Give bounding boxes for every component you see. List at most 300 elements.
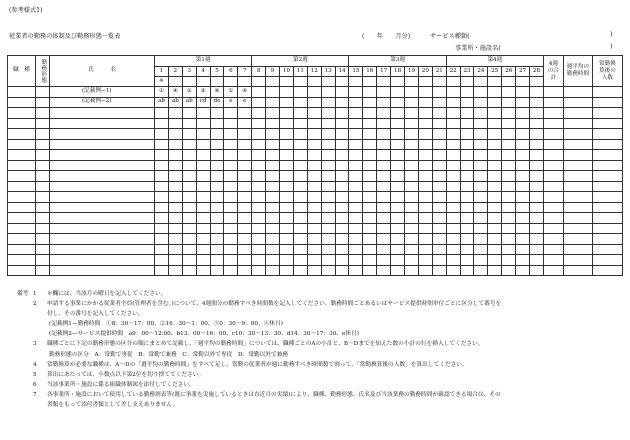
empty-cell[interactable] <box>446 202 460 213</box>
empty-cell[interactable] <box>210 171 224 182</box>
empty-cell[interactable] <box>377 244 391 255</box>
empty-cell[interactable] <box>543 171 563 182</box>
empty-cell[interactable] <box>446 139 460 150</box>
empty-cell[interactable] <box>563 223 592 234</box>
empty-cell[interactable] <box>391 223 405 234</box>
empty-cell[interactable] <box>391 118 405 129</box>
empty-cell[interactable] <box>36 139 50 150</box>
empty-cell[interactable] <box>460 223 474 234</box>
empty-cell[interactable] <box>530 192 544 203</box>
empty-cell[interactable] <box>543 129 563 140</box>
empty-cell[interactable] <box>210 223 224 234</box>
empty-cell[interactable] <box>563 192 592 203</box>
empty-cell[interactable] <box>155 139 169 150</box>
empty-cell[interactable] <box>543 255 563 266</box>
empty-cell[interactable] <box>543 234 563 245</box>
empty-cell[interactable] <box>50 223 155 234</box>
empty-cell[interactable] <box>210 244 224 255</box>
empty-cell[interactable] <box>50 129 155 140</box>
empty-cell[interactable] <box>432 244 446 255</box>
day-cell[interactable] <box>391 97 405 108</box>
empty-cell[interactable] <box>543 150 563 161</box>
empty-cell[interactable] <box>321 181 335 192</box>
day-cell[interactable] <box>377 87 391 98</box>
empty-cell[interactable] <box>363 244 377 255</box>
empty-cell[interactable] <box>238 181 252 192</box>
empty-cell[interactable] <box>252 202 266 213</box>
empty-cell[interactable] <box>502 171 516 182</box>
empty-cell[interactable] <box>266 192 280 203</box>
day-cell[interactable] <box>446 87 460 98</box>
empty-cell[interactable] <box>502 129 516 140</box>
empty-cell[interactable] <box>432 171 446 182</box>
empty-cell[interactable] <box>474 192 488 203</box>
weekday-cell[interactable] <box>516 77 530 87</box>
empty-cell[interactable] <box>8 108 36 119</box>
empty-cell[interactable] <box>363 171 377 182</box>
empty-cell[interactable] <box>377 192 391 203</box>
empty-cell[interactable] <box>474 139 488 150</box>
empty-cell[interactable] <box>405 255 419 266</box>
day-cell[interactable]: ① <box>182 87 196 98</box>
empty-cell[interactable] <box>8 255 36 266</box>
empty-cell[interactable] <box>238 244 252 255</box>
empty-cell[interactable] <box>349 108 363 119</box>
empty-cell[interactable] <box>363 139 377 150</box>
empty-cell[interactable] <box>321 255 335 266</box>
empty-cell[interactable] <box>502 255 516 266</box>
empty-cell[interactable] <box>488 223 502 234</box>
empty-cell[interactable] <box>488 181 502 192</box>
empty-cell[interactable] <box>196 213 210 224</box>
empty-cell[interactable] <box>266 234 280 245</box>
empty-cell[interactable] <box>168 213 182 224</box>
empty-cell[interactable] <box>363 150 377 161</box>
empty-cell[interactable] <box>592 171 622 182</box>
empty-cell[interactable] <box>196 139 210 150</box>
empty-cell[interactable] <box>391 213 405 224</box>
empty-cell[interactable] <box>377 139 391 150</box>
empty-cell[interactable] <box>293 150 307 161</box>
empty-cell[interactable] <box>432 223 446 234</box>
empty-cell[interactable] <box>432 150 446 161</box>
empty-cell[interactable] <box>377 255 391 266</box>
day-cell[interactable]: ab <box>155 97 169 108</box>
empty-cell[interactable] <box>196 192 210 203</box>
empty-cell[interactable] <box>321 118 335 129</box>
empty-cell[interactable] <box>349 150 363 161</box>
empty-cell[interactable] <box>432 234 446 245</box>
empty-cell[interactable] <box>543 265 563 276</box>
empty-cell[interactable] <box>321 223 335 234</box>
empty-cell[interactable] <box>210 192 224 203</box>
empty-cell[interactable] <box>377 234 391 245</box>
empty-cell[interactable] <box>210 234 224 245</box>
day-cell[interactable]: de <box>210 97 224 108</box>
empty-cell[interactable] <box>391 108 405 119</box>
empty-cell[interactable] <box>280 265 294 276</box>
day-cell[interactable] <box>363 97 377 108</box>
empty-cell[interactable] <box>252 181 266 192</box>
empty-cell[interactable] <box>280 213 294 224</box>
empty-cell[interactable] <box>516 108 530 119</box>
empty-cell[interactable] <box>418 265 432 276</box>
empty-cell[interactable] <box>405 213 419 224</box>
empty-cell[interactable] <box>252 139 266 150</box>
weekday-cell[interactable] <box>502 77 516 87</box>
empty-cell[interactable] <box>8 192 36 203</box>
empty-cell[interactable] <box>50 160 155 171</box>
empty-cell[interactable] <box>280 160 294 171</box>
empty-cell[interactable] <box>418 255 432 266</box>
day-cell[interactable] <box>321 97 335 108</box>
empty-cell[interactable] <box>155 129 169 140</box>
empty-cell[interactable] <box>168 150 182 161</box>
empty-cell[interactable] <box>391 244 405 255</box>
empty-cell[interactable] <box>8 171 36 182</box>
empty-cell[interactable] <box>543 139 563 150</box>
empty-cell[interactable] <box>280 181 294 192</box>
empty-cell[interactable] <box>377 118 391 129</box>
empty-cell[interactable] <box>196 265 210 276</box>
empty-cell[interactable] <box>168 255 182 266</box>
empty-cell[interactable] <box>543 213 563 224</box>
empty-cell[interactable] <box>460 181 474 192</box>
empty-cell[interactable] <box>563 129 592 140</box>
empty-cell[interactable] <box>307 202 321 213</box>
empty-cell[interactable] <box>516 223 530 234</box>
empty-cell[interactable] <box>530 255 544 266</box>
empty-cell[interactable] <box>293 171 307 182</box>
empty-cell[interactable] <box>238 234 252 245</box>
empty-cell[interactable] <box>335 192 349 203</box>
empty-cell[interactable] <box>592 202 622 213</box>
empty-cell[interactable] <box>210 108 224 119</box>
empty-cell[interactable] <box>563 234 592 245</box>
empty-cell[interactable] <box>516 192 530 203</box>
empty-cell[interactable] <box>155 202 169 213</box>
empty-cell[interactable] <box>446 160 460 171</box>
day-cell[interactable] <box>563 87 592 98</box>
empty-cell[interactable] <box>474 160 488 171</box>
empty-cell[interactable] <box>321 192 335 203</box>
empty-cell[interactable] <box>446 108 460 119</box>
empty-cell[interactable] <box>36 160 50 171</box>
empty-cell[interactable] <box>432 202 446 213</box>
empty-cell[interactable] <box>446 192 460 203</box>
empty-cell[interactable] <box>182 108 196 119</box>
empty-cell[interactable] <box>502 118 516 129</box>
empty-cell[interactable] <box>8 118 36 129</box>
empty-cell[interactable] <box>293 108 307 119</box>
empty-cell[interactable] <box>321 139 335 150</box>
empty-cell[interactable] <box>210 129 224 140</box>
empty-cell[interactable] <box>530 202 544 213</box>
empty-cell[interactable] <box>280 234 294 245</box>
empty-cell[interactable] <box>502 213 516 224</box>
empty-cell[interactable] <box>8 223 36 234</box>
day-cell[interactable] <box>592 97 622 108</box>
empty-cell[interactable] <box>307 139 321 150</box>
empty-cell[interactable] <box>238 223 252 234</box>
empty-cell[interactable] <box>8 234 36 245</box>
empty-cell[interactable] <box>155 234 169 245</box>
empty-cell[interactable] <box>592 223 622 234</box>
empty-cell[interactable] <box>280 202 294 213</box>
empty-cell[interactable] <box>349 139 363 150</box>
empty-cell[interactable] <box>405 265 419 276</box>
empty-cell[interactable] <box>377 213 391 224</box>
weekday-cell[interactable] <box>196 77 210 87</box>
empty-cell[interactable] <box>335 244 349 255</box>
empty-cell[interactable] <box>563 244 592 255</box>
empty-cell[interactable] <box>502 160 516 171</box>
empty-cell[interactable] <box>446 265 460 276</box>
empty-cell[interactable] <box>418 223 432 234</box>
empty-cell[interactable] <box>293 265 307 276</box>
empty-cell[interactable] <box>543 244 563 255</box>
empty-cell[interactable] <box>293 129 307 140</box>
empty-cell[interactable] <box>335 213 349 224</box>
empty-cell[interactable] <box>321 160 335 171</box>
empty-cell[interactable] <box>196 223 210 234</box>
empty-cell[interactable] <box>238 202 252 213</box>
empty-cell[interactable] <box>502 223 516 234</box>
weekday-cell[interactable] <box>391 77 405 87</box>
empty-cell[interactable] <box>516 181 530 192</box>
empty-cell[interactable] <box>210 255 224 266</box>
empty-cell[interactable] <box>224 202 238 213</box>
empty-cell[interactable] <box>488 192 502 203</box>
empty-cell[interactable] <box>592 181 622 192</box>
empty-cell[interactable] <box>377 129 391 140</box>
empty-cell[interactable] <box>592 234 622 245</box>
empty-cell[interactable] <box>502 234 516 245</box>
empty-cell[interactable] <box>252 118 266 129</box>
empty-cell[interactable] <box>502 192 516 203</box>
empty-cell[interactable] <box>8 244 36 255</box>
empty-cell[interactable] <box>321 171 335 182</box>
empty-cell[interactable] <box>238 118 252 129</box>
empty-cell[interactable] <box>321 202 335 213</box>
empty-cell[interactable] <box>432 181 446 192</box>
empty-cell[interactable] <box>307 244 321 255</box>
empty-cell[interactable] <box>405 181 419 192</box>
empty-cell[interactable] <box>36 244 50 255</box>
empty-cell[interactable] <box>280 223 294 234</box>
empty-cell[interactable] <box>446 181 460 192</box>
empty-cell[interactable] <box>155 244 169 255</box>
empty-cell[interactable] <box>592 192 622 203</box>
empty-cell[interactable] <box>516 265 530 276</box>
empty-cell[interactable] <box>405 139 419 150</box>
empty-cell[interactable] <box>210 118 224 129</box>
empty-cell[interactable] <box>418 181 432 192</box>
empty-cell[interactable] <box>182 265 196 276</box>
empty-cell[interactable] <box>502 108 516 119</box>
empty-cell[interactable] <box>50 181 155 192</box>
empty-cell[interactable] <box>418 150 432 161</box>
empty-cell[interactable] <box>266 118 280 129</box>
empty-cell[interactable] <box>238 108 252 119</box>
day-cell[interactable] <box>377 97 391 108</box>
empty-cell[interactable] <box>391 181 405 192</box>
empty-cell[interactable] <box>460 192 474 203</box>
empty-cell[interactable] <box>530 108 544 119</box>
weekday-cell[interactable] <box>418 77 432 87</box>
empty-cell[interactable] <box>446 129 460 140</box>
empty-cell[interactable] <box>488 244 502 255</box>
empty-cell[interactable] <box>210 181 224 192</box>
empty-cell[interactable] <box>488 213 502 224</box>
empty-cell[interactable] <box>543 202 563 213</box>
empty-cell[interactable] <box>36 255 50 266</box>
empty-cell[interactable] <box>377 181 391 192</box>
empty-cell[interactable] <box>224 118 238 129</box>
day-cell[interactable] <box>502 97 516 108</box>
day-cell[interactable] <box>563 97 592 108</box>
empty-cell[interactable] <box>50 255 155 266</box>
empty-cell[interactable] <box>349 160 363 171</box>
empty-cell[interactable] <box>196 160 210 171</box>
empty-cell[interactable] <box>592 118 622 129</box>
empty-cell[interactable] <box>349 255 363 266</box>
empty-cell[interactable] <box>307 255 321 266</box>
empty-cell[interactable] <box>530 139 544 150</box>
empty-cell[interactable] <box>349 192 363 203</box>
empty-cell[interactable] <box>8 213 36 224</box>
day-cell[interactable] <box>349 87 363 98</box>
empty-cell[interactable] <box>460 244 474 255</box>
empty-cell[interactable] <box>36 213 50 224</box>
empty-cell[interactable] <box>563 139 592 150</box>
cell-shokushu[interactable] <box>8 97 36 108</box>
empty-cell[interactable] <box>446 171 460 182</box>
empty-cell[interactable] <box>502 139 516 150</box>
day-cell[interactable]: ab <box>168 97 182 108</box>
empty-cell[interactable] <box>432 255 446 266</box>
empty-cell[interactable] <box>418 244 432 255</box>
cell-keitai[interactable] <box>36 87 50 98</box>
empty-cell[interactable] <box>516 213 530 224</box>
weekday-cell[interactable] <box>405 77 419 87</box>
day-cell[interactable] <box>391 87 405 98</box>
empty-cell[interactable] <box>182 213 196 224</box>
day-cell[interactable] <box>307 97 321 108</box>
day-cell[interactable]: ② <box>196 87 210 98</box>
empty-cell[interactable] <box>446 234 460 245</box>
empty-cell[interactable] <box>460 129 474 140</box>
day-cell[interactable] <box>280 97 294 108</box>
empty-cell[interactable] <box>516 171 530 182</box>
empty-cell[interactable] <box>335 223 349 234</box>
empty-cell[interactable] <box>516 150 530 161</box>
empty-cell[interactable] <box>293 234 307 245</box>
day-cell[interactable] <box>432 87 446 98</box>
empty-cell[interactable] <box>224 139 238 150</box>
empty-cell[interactable] <box>488 118 502 129</box>
empty-cell[interactable] <box>563 255 592 266</box>
empty-cell[interactable] <box>363 129 377 140</box>
empty-cell[interactable] <box>307 118 321 129</box>
empty-cell[interactable] <box>196 150 210 161</box>
day-cell[interactable] <box>293 97 307 108</box>
empty-cell[interactable] <box>391 192 405 203</box>
empty-cell[interactable] <box>460 171 474 182</box>
empty-cell[interactable] <box>182 150 196 161</box>
empty-cell[interactable] <box>182 223 196 234</box>
empty-cell[interactable] <box>50 192 155 203</box>
empty-cell[interactable] <box>252 108 266 119</box>
empty-cell[interactable] <box>418 108 432 119</box>
empty-cell[interactable] <box>335 150 349 161</box>
weekday-cell[interactable] <box>488 77 502 87</box>
empty-cell[interactable] <box>168 192 182 203</box>
day-cell[interactable]: ① <box>224 87 238 98</box>
empty-cell[interactable] <box>563 150 592 161</box>
empty-cell[interactable] <box>252 234 266 245</box>
day-cell[interactable] <box>432 97 446 108</box>
empty-cell[interactable] <box>238 150 252 161</box>
empty-cell[interactable] <box>391 129 405 140</box>
empty-cell[interactable] <box>516 234 530 245</box>
empty-cell[interactable] <box>196 255 210 266</box>
weekday-cell[interactable] <box>474 77 488 87</box>
empty-cell[interactable] <box>377 202 391 213</box>
weekday-cell[interactable]: ※ <box>155 77 169 87</box>
day-cell[interactable]: ④ <box>210 87 224 98</box>
cell-name[interactable]: (記載例−1) <box>50 87 155 98</box>
empty-cell[interactable] <box>502 244 516 255</box>
empty-cell[interactable] <box>530 129 544 140</box>
empty-cell[interactable] <box>405 129 419 140</box>
empty-cell[interactable] <box>168 265 182 276</box>
empty-cell[interactable] <box>266 213 280 224</box>
empty-cell[interactable] <box>293 160 307 171</box>
empty-cell[interactable] <box>224 244 238 255</box>
empty-cell[interactable] <box>592 139 622 150</box>
empty-cell[interactable] <box>36 223 50 234</box>
weekday-cell[interactable] <box>530 77 544 87</box>
empty-cell[interactable] <box>592 265 622 276</box>
empty-cell[interactable] <box>432 160 446 171</box>
empty-cell[interactable] <box>530 181 544 192</box>
empty-cell[interactable] <box>280 192 294 203</box>
empty-cell[interactable] <box>307 234 321 245</box>
empty-cell[interactable] <box>238 192 252 203</box>
day-cell[interactable] <box>474 97 488 108</box>
empty-cell[interactable] <box>293 244 307 255</box>
empty-cell[interactable] <box>446 150 460 161</box>
empty-cell[interactable] <box>563 160 592 171</box>
empty-cell[interactable] <box>168 202 182 213</box>
empty-cell[interactable] <box>224 223 238 234</box>
empty-cell[interactable] <box>446 244 460 255</box>
empty-cell[interactable] <box>363 192 377 203</box>
weekday-cell[interactable] <box>210 77 224 87</box>
empty-cell[interactable] <box>488 234 502 245</box>
weekday-cell[interactable] <box>377 77 391 87</box>
day-cell[interactable] <box>252 97 266 108</box>
empty-cell[interactable] <box>252 244 266 255</box>
empty-cell[interactable] <box>168 244 182 255</box>
empty-cell[interactable] <box>8 265 36 276</box>
empty-cell[interactable] <box>196 244 210 255</box>
empty-cell[interactable] <box>530 118 544 129</box>
empty-cell[interactable] <box>266 108 280 119</box>
empty-cell[interactable] <box>335 234 349 245</box>
empty-cell[interactable] <box>418 202 432 213</box>
